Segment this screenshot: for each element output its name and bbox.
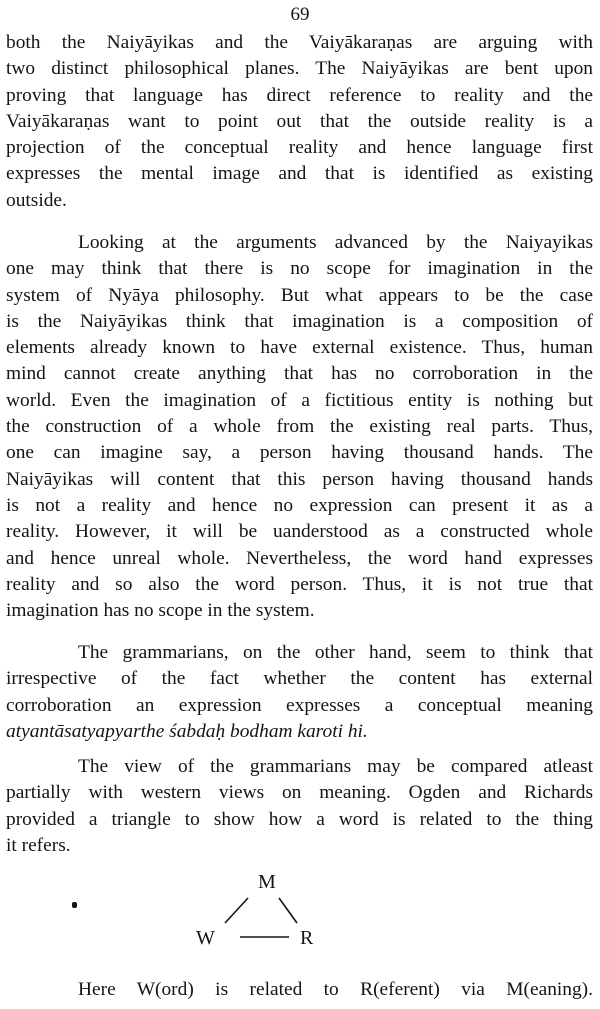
text-line: Here W(ord) is related to R(eferent) via M(eaning).: [78, 979, 593, 1000]
text-line: is not a reality and hence no expression can present it as a: [6, 494, 593, 516]
text-line: world. Even the imagination of a fictitious entity is nothing but: [6, 389, 593, 411]
paragraph-4: [6, 754, 593, 859]
text-line: imagination has no scope in the system.: [6, 600, 315, 622]
text-line: partially with western views on meaning. Ogden and Richards: [6, 782, 593, 804]
text-line: projection of the conceptual reality and hence language first: [6, 137, 593, 159]
text-line: The grammarians, on the other hand, seem to think that: [78, 642, 593, 663]
semantic-triangle: [180, 868, 350, 950]
text-line: reality. However, it will be uanderstood as a constructed whole: [6, 521, 593, 543]
text-line: proving that language has direct reference to reality and the: [6, 84, 593, 106]
sanskrit-quote: atyantāsatyapyarthe śabdaḥ bodham karoti hi.: [6, 720, 368, 742]
triangle-left-edge: [225, 898, 248, 923]
text-line: the construction of a whole from the existing real parts. Thus,: [6, 416, 593, 438]
text-line: Vaiyākaraṇas want to point out that the outside reality is a: [6, 110, 593, 132]
text-line: both the Naiyāyikas and the Vaiyākaraṇas are arguing with: [6, 32, 593, 53]
triangle-word-label: W: [196, 927, 215, 949]
text-line: irrespective of the fact whether the content has external: [6, 668, 593, 690]
text-line: mind cannot create anything that has no corroboration in the: [6, 363, 593, 385]
triangle-right-edge: [279, 898, 297, 923]
text-line: outside.: [6, 189, 67, 211]
text-line: one can imagine say, a person having thousand hands. The: [6, 442, 593, 464]
page-number: 69: [290, 4, 310, 25]
paragraph-1: [6, 30, 593, 214]
triangle-meaning-label: M: [258, 871, 276, 893]
triangle-referent-label: R: [300, 927, 314, 949]
text-line: elements already known to have external existence. Thus, human: [6, 337, 593, 359]
text-line: The view of the grammarians may be compared atleast: [78, 756, 593, 777]
text-line: and hence unreal whole. Nevertheless, the word hand expresses: [6, 547, 593, 569]
text-line: expresses the mental image and that is identified as existing: [6, 163, 593, 185]
ink-speck: [72, 902, 77, 908]
text-line: two distinct philosophical planes. The Naiyāyikas are bent upon: [6, 58, 593, 80]
text-line: one may think that there is no scope for imagination in the: [6, 258, 593, 280]
text-line: system of Nyāya philosophy. But what appears to be the case: [6, 284, 593, 306]
text-line: Naiyāyikas will content that this person having thousand hands: [6, 468, 593, 490]
text-line: it refers.: [6, 834, 71, 856]
text-line: corroboration an expression expresses a conceptual meaning: [6, 694, 593, 716]
paragraph-2: [6, 230, 593, 624]
text-line: Looking at the arguments advanced by the Naiyayikas: [78, 232, 593, 253]
text-line: is the Naiyāyikas think that imagination is a composition of: [6, 310, 593, 332]
text-line: provided a triangle to show how a word is related to the thing: [6, 808, 593, 830]
paragraph-5: [6, 977, 593, 1003]
text-line: reality and so also the word person. Thus, it is not true that: [6, 573, 593, 595]
paragraph-3: [6, 640, 593, 745]
